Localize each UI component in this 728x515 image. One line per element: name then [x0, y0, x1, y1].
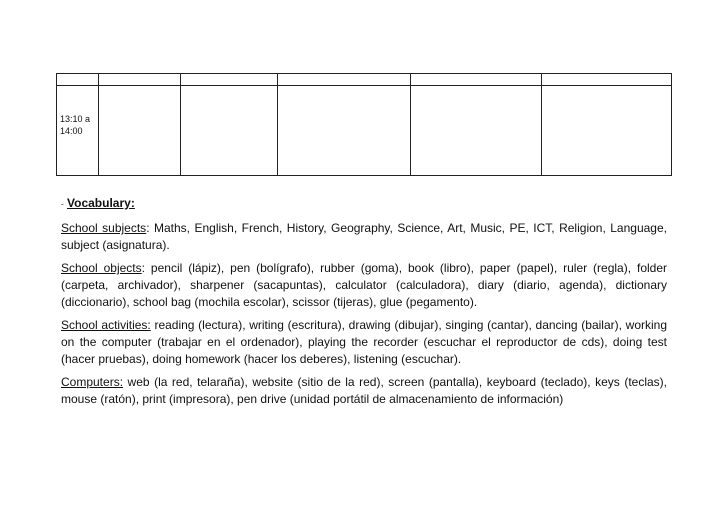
section-text: web (la red, telaraña), website (sitio de la red), screen (pantalla), keyboard (teclado), keys (teclas), mouse (ratón), print (impresora), pen drive (unidad portátil de almacenamiento de información) — [61, 375, 667, 407]
school-objects-paragraph — [61, 260, 667, 311]
section-label: Computers: — [61, 375, 124, 390]
table-cell — [181, 86, 278, 176]
table-cell — [57, 74, 99, 86]
table-row — [57, 74, 672, 86]
table-cell — [542, 86, 672, 176]
schedule-table — [56, 73, 672, 176]
time-cell: 13:10 a 14:00 — [57, 86, 99, 176]
table-row — [57, 86, 672, 176]
section-text: reading (lectura), writing (escritura), drawing (dibujar), singing (cantar), dancing (bailar), working on the computer (trabajar en el ordenador), playing the recorder (escuchar el reproductor de cds), doing test (hacer pruebas), doing homework (hacer los deberes), listening (escuchar). — [61, 318, 668, 367]
table-cell — [181, 74, 278, 86]
vocabulary-heading: Vocabulary: — [67, 196, 135, 210]
section-label: School objects — [61, 261, 142, 276]
school-subjects-paragraph — [61, 220, 667, 254]
computers-paragraph — [61, 374, 667, 408]
section-separator: : — [141, 261, 145, 276]
table-cell — [411, 86, 542, 176]
table-cell — [278, 74, 411, 86]
table-cell — [411, 74, 542, 86]
table-cell — [99, 86, 181, 176]
table-cell — [278, 86, 411, 176]
table-cell — [99, 74, 181, 86]
section-label: School activities: — [61, 318, 151, 333]
bullet-dash: - — [61, 199, 64, 209]
section-text: Maths, English, French, History, Geography, Science, Art, Music, PE, ICT, Religion, Language, subject (asignatura). — [61, 221, 667, 253]
vocabulary-section — [61, 195, 667, 414]
section-label: School subjects — [61, 221, 147, 236]
section-text: pencil (lápiz), pen (bolígrafo), rubber (goma), book (libro), paper (papel), ruler (regla), folder (carpeta, archivador), sharpener (sacapuntas), calculator (calculadora), diary (diario, agenda), dictionary (diccionario), school bag (mochila escolar), scissor (tijeras), glue (pegamento). — [61, 261, 668, 310]
vocabulary-heading-line — [61, 195, 667, 212]
table-cell — [542, 74, 672, 86]
school-activities-paragraph — [61, 317, 667, 368]
section-separator: : — [146, 221, 150, 236]
